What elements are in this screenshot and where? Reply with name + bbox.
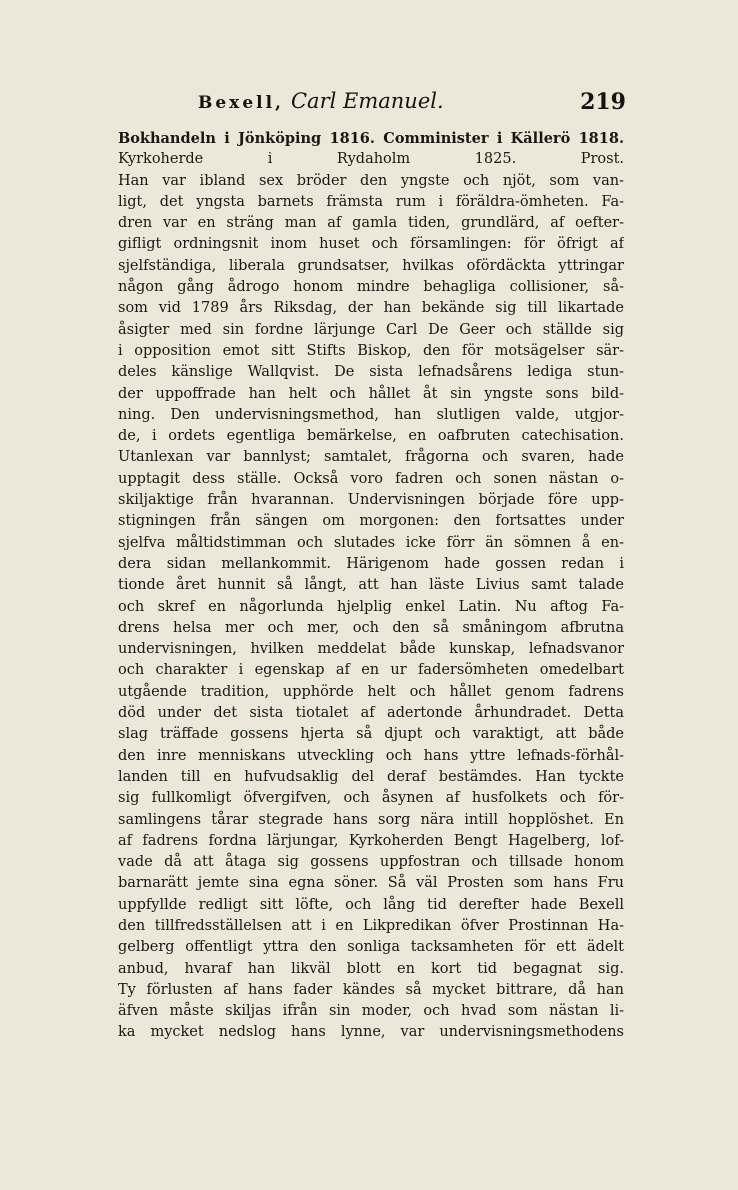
text-line: och charakter i egenskap af en ur fadersömheten omedelbart	[118, 662, 624, 679]
text-line: skiljaktige från hvarannan. Undervisningen började före upp-	[118, 492, 624, 509]
text-line: samlingens tårar stegrade hans sorg nära intill hopplöshet. En	[118, 811, 624, 828]
text-line: utgående tradition, upphörde helt och hållet genom fadrens	[118, 683, 624, 700]
body-text	[118, 128, 624, 1044]
running-title	[198, 89, 444, 114]
text-line: Bokhandeln i Jönköping 1816. Comminister i Källerö 1818.	[118, 130, 624, 147]
text-line: ligt, det yngsta barnets främsta rum i föräldra-ömheten. Fa-	[118, 193, 624, 210]
text-line: sig fullkomligt öfvergifven, och åsynen af husfolkets och för-	[118, 790, 624, 807]
text-line: och skref en någorlunda hjelplig enkel Latin. Nu aftog Fa-	[118, 598, 624, 615]
text-line: åsigter med sin fordne lärjunge Carl De Geer och ställde sig	[118, 321, 624, 338]
text-line: sjelfständiga, liberala grundsatser, hvilkas ofördäckta yttringar	[118, 257, 624, 274]
text-line: den inre menniskans utveckling och hans yttre lefnads-förhål-	[118, 747, 624, 764]
text-line: någon gång ådrogo honom mindre behagliga collisioner, så-	[118, 279, 624, 296]
text-line: upptagit dess ställe. Också voro fadren och sonen nästan o-	[118, 470, 624, 487]
running-title-surname: Bexell,	[198, 93, 284, 113]
text-line: der uppoffrade han helt och hållet åt sin yngste sons bild-	[118, 385, 624, 402]
text-line: tionde året hunnit så långt, att han läste Livius samt talade	[118, 577, 624, 594]
text-line: vade då att åtaga sig gossens uppfostran och tillsade honom	[118, 854, 624, 871]
text-line: Ty förlusten af hans fader kändes så mycket bittrare, då han	[118, 981, 624, 998]
text-line: slag träffade gossens hjerta så djupt och varaktigt, att både	[118, 726, 624, 743]
text-line: deles känslige Wallqvist. De sista lefnadsårens lediga stun-	[118, 364, 624, 381]
page-number: 219	[580, 89, 626, 115]
text-line: i opposition emot sitt Stifts Biskop, den för motsägelser sär-	[118, 342, 624, 359]
text-line: dera sidan mellankommit. Härigenom hade gossen redan i	[118, 555, 624, 572]
text-line: anbud, hvaraf han likväl blott en kort tid begagnat sig.	[118, 960, 624, 977]
text-line: död under det sista tiotalet af adertonde århundradet. Detta	[118, 705, 624, 722]
text-line: uppfyllde redligt sitt löfte, och lång tid derefter hade Bexell	[118, 896, 624, 913]
text-line: drens helsa mer och mer, och den så småningom afbrutna	[118, 619, 624, 636]
running-head	[118, 81, 628, 121]
text-line: gelberg offentligt yttra den sonliga tacksamheten för ett ädelt	[118, 939, 624, 956]
text-line: undervisningen, hvilken meddelat både kunskap, lefnadsvanor	[118, 641, 624, 658]
text-line: sjelfva måltidstimman och slutades icke förr än sömnen å en-	[118, 534, 624, 551]
text-line: af fadrens fordna lärjungar, Kyrkoherden Bengt Hagelberg, lof-	[118, 832, 624, 849]
running-title-given-names: Carl Emanuel.	[290, 89, 444, 113]
text-line: ning. Den undervisningsmethod, han slutligen valde, utgjor-	[118, 406, 624, 423]
text-line: den tillfredsställelsen att i en Likpredikan öfver Prostinnan Ha-	[118, 917, 624, 934]
text-line: de, i ordets egentliga bemärkelse, en oafbruten catechisation.	[118, 428, 624, 445]
text-line: dren var en sträng man af gamla tiden, grundlärd, af oefter-	[118, 215, 624, 232]
text-line: ka mycket nedslog hans lynne, var undervisningsmethodens	[118, 1024, 624, 1041]
text-line: Kyrkoherde i Rydaholm 1825. Prost.	[118, 151, 624, 168]
text-line: stigningen från sängen om morgonen: den fortsattes under	[118, 513, 624, 530]
text-line: barnarätt jemte sina egna söner. Så väl Prosten som hans Fru	[118, 875, 624, 892]
text-line: som vid 1789 års Riksdag, der han bekände sig till likartade	[118, 300, 624, 317]
text-line: äfven måste skiljas ifrån sin moder, och hvad som nästan li-	[118, 1003, 624, 1020]
text-line: landen till en hufvudsaklig del deraf bestämdes. Han tyckte	[118, 768, 624, 785]
text-line: gifligt ordningsnit inom huset och församlingen: för öfrigt af	[118, 236, 624, 253]
text-line: Han var ibland sex bröder den yngste och njöt, som van-	[118, 172, 624, 189]
text-line: Utanlexan var bannlyst; samtalet, frågorna och svaren, hade	[118, 449, 624, 466]
